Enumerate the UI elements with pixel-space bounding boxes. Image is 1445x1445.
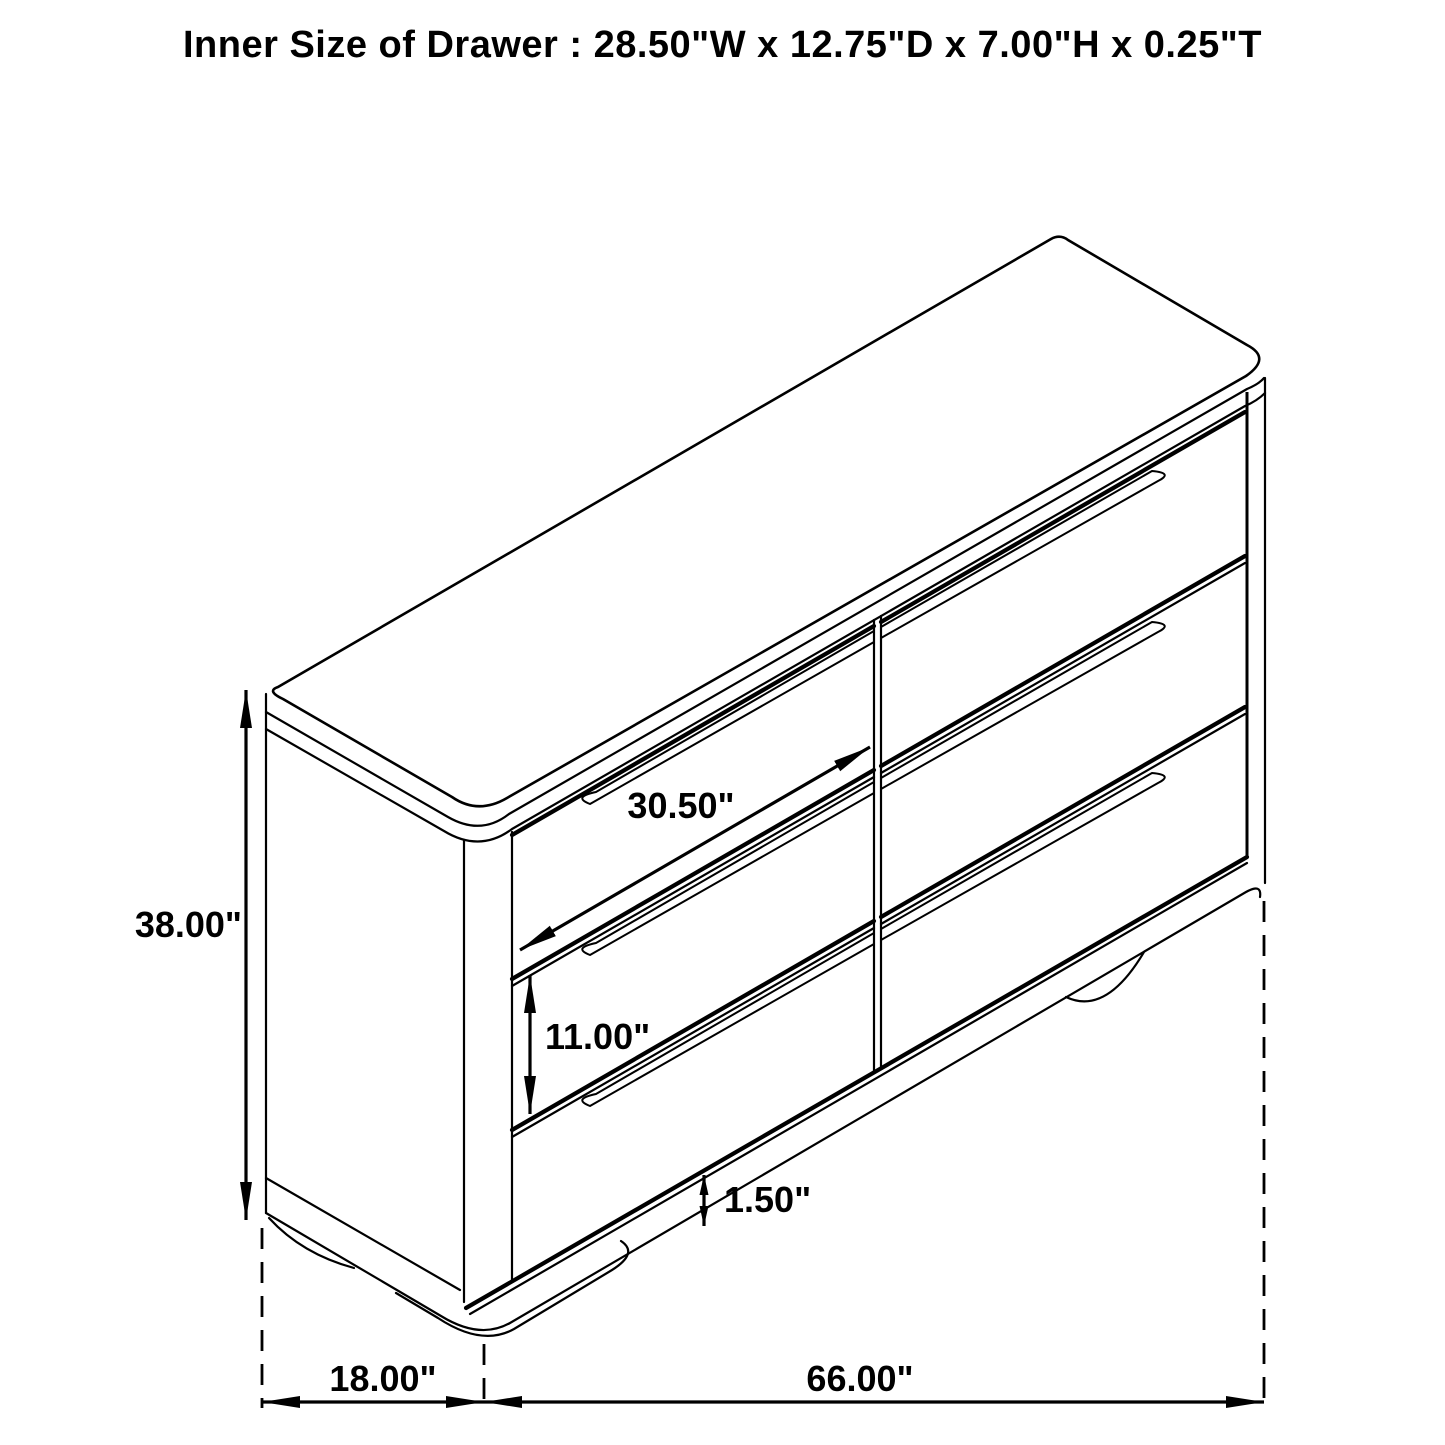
dim-overall-depth [262, 1358, 484, 1402]
dim-base-height-label: 1.50" [724, 1179, 812, 1220]
drawer-bottom-edge [881, 556, 1245, 766]
base-plinth [266, 857, 1260, 1330]
dresser-feet [269, 952, 1144, 1336]
dim-overall-width [484, 1358, 1264, 1402]
dim-width-label: 66.00" [806, 1358, 914, 1399]
dim-height-label: 38.00" [134, 904, 242, 945]
dim-drawer-height-label: 11.00" [545, 1016, 651, 1057]
drawer-front-middle-left [512, 782, 874, 1137]
drawer-handle-groove [881, 773, 1165, 940]
dim-drawer-width-label: 30.50" [627, 785, 735, 826]
top-surface-outline [273, 237, 1259, 807]
dim-depth-label: 18.00" [329, 1358, 437, 1399]
dimension-annotations [135, 690, 1264, 1408]
dim-overall-height [135, 690, 246, 1220]
drawer-handle-groove [881, 622, 1165, 789]
drawer-front-bottom-right [881, 773, 1165, 940]
rear-left-foot [269, 1218, 354, 1268]
page-title: Inner Size of Drawer : 28.50"W x 12.75"D x 7.00"H x 0.25"T [183, 24, 1262, 66]
plinth-top-edge [466, 857, 1247, 1308]
drawer-bottom-edge [881, 707, 1245, 917]
dresser-drawing [266, 237, 1265, 1336]
side-plinth-top-edge [266, 1178, 460, 1290]
dresser-top-slab [266, 237, 1265, 842]
